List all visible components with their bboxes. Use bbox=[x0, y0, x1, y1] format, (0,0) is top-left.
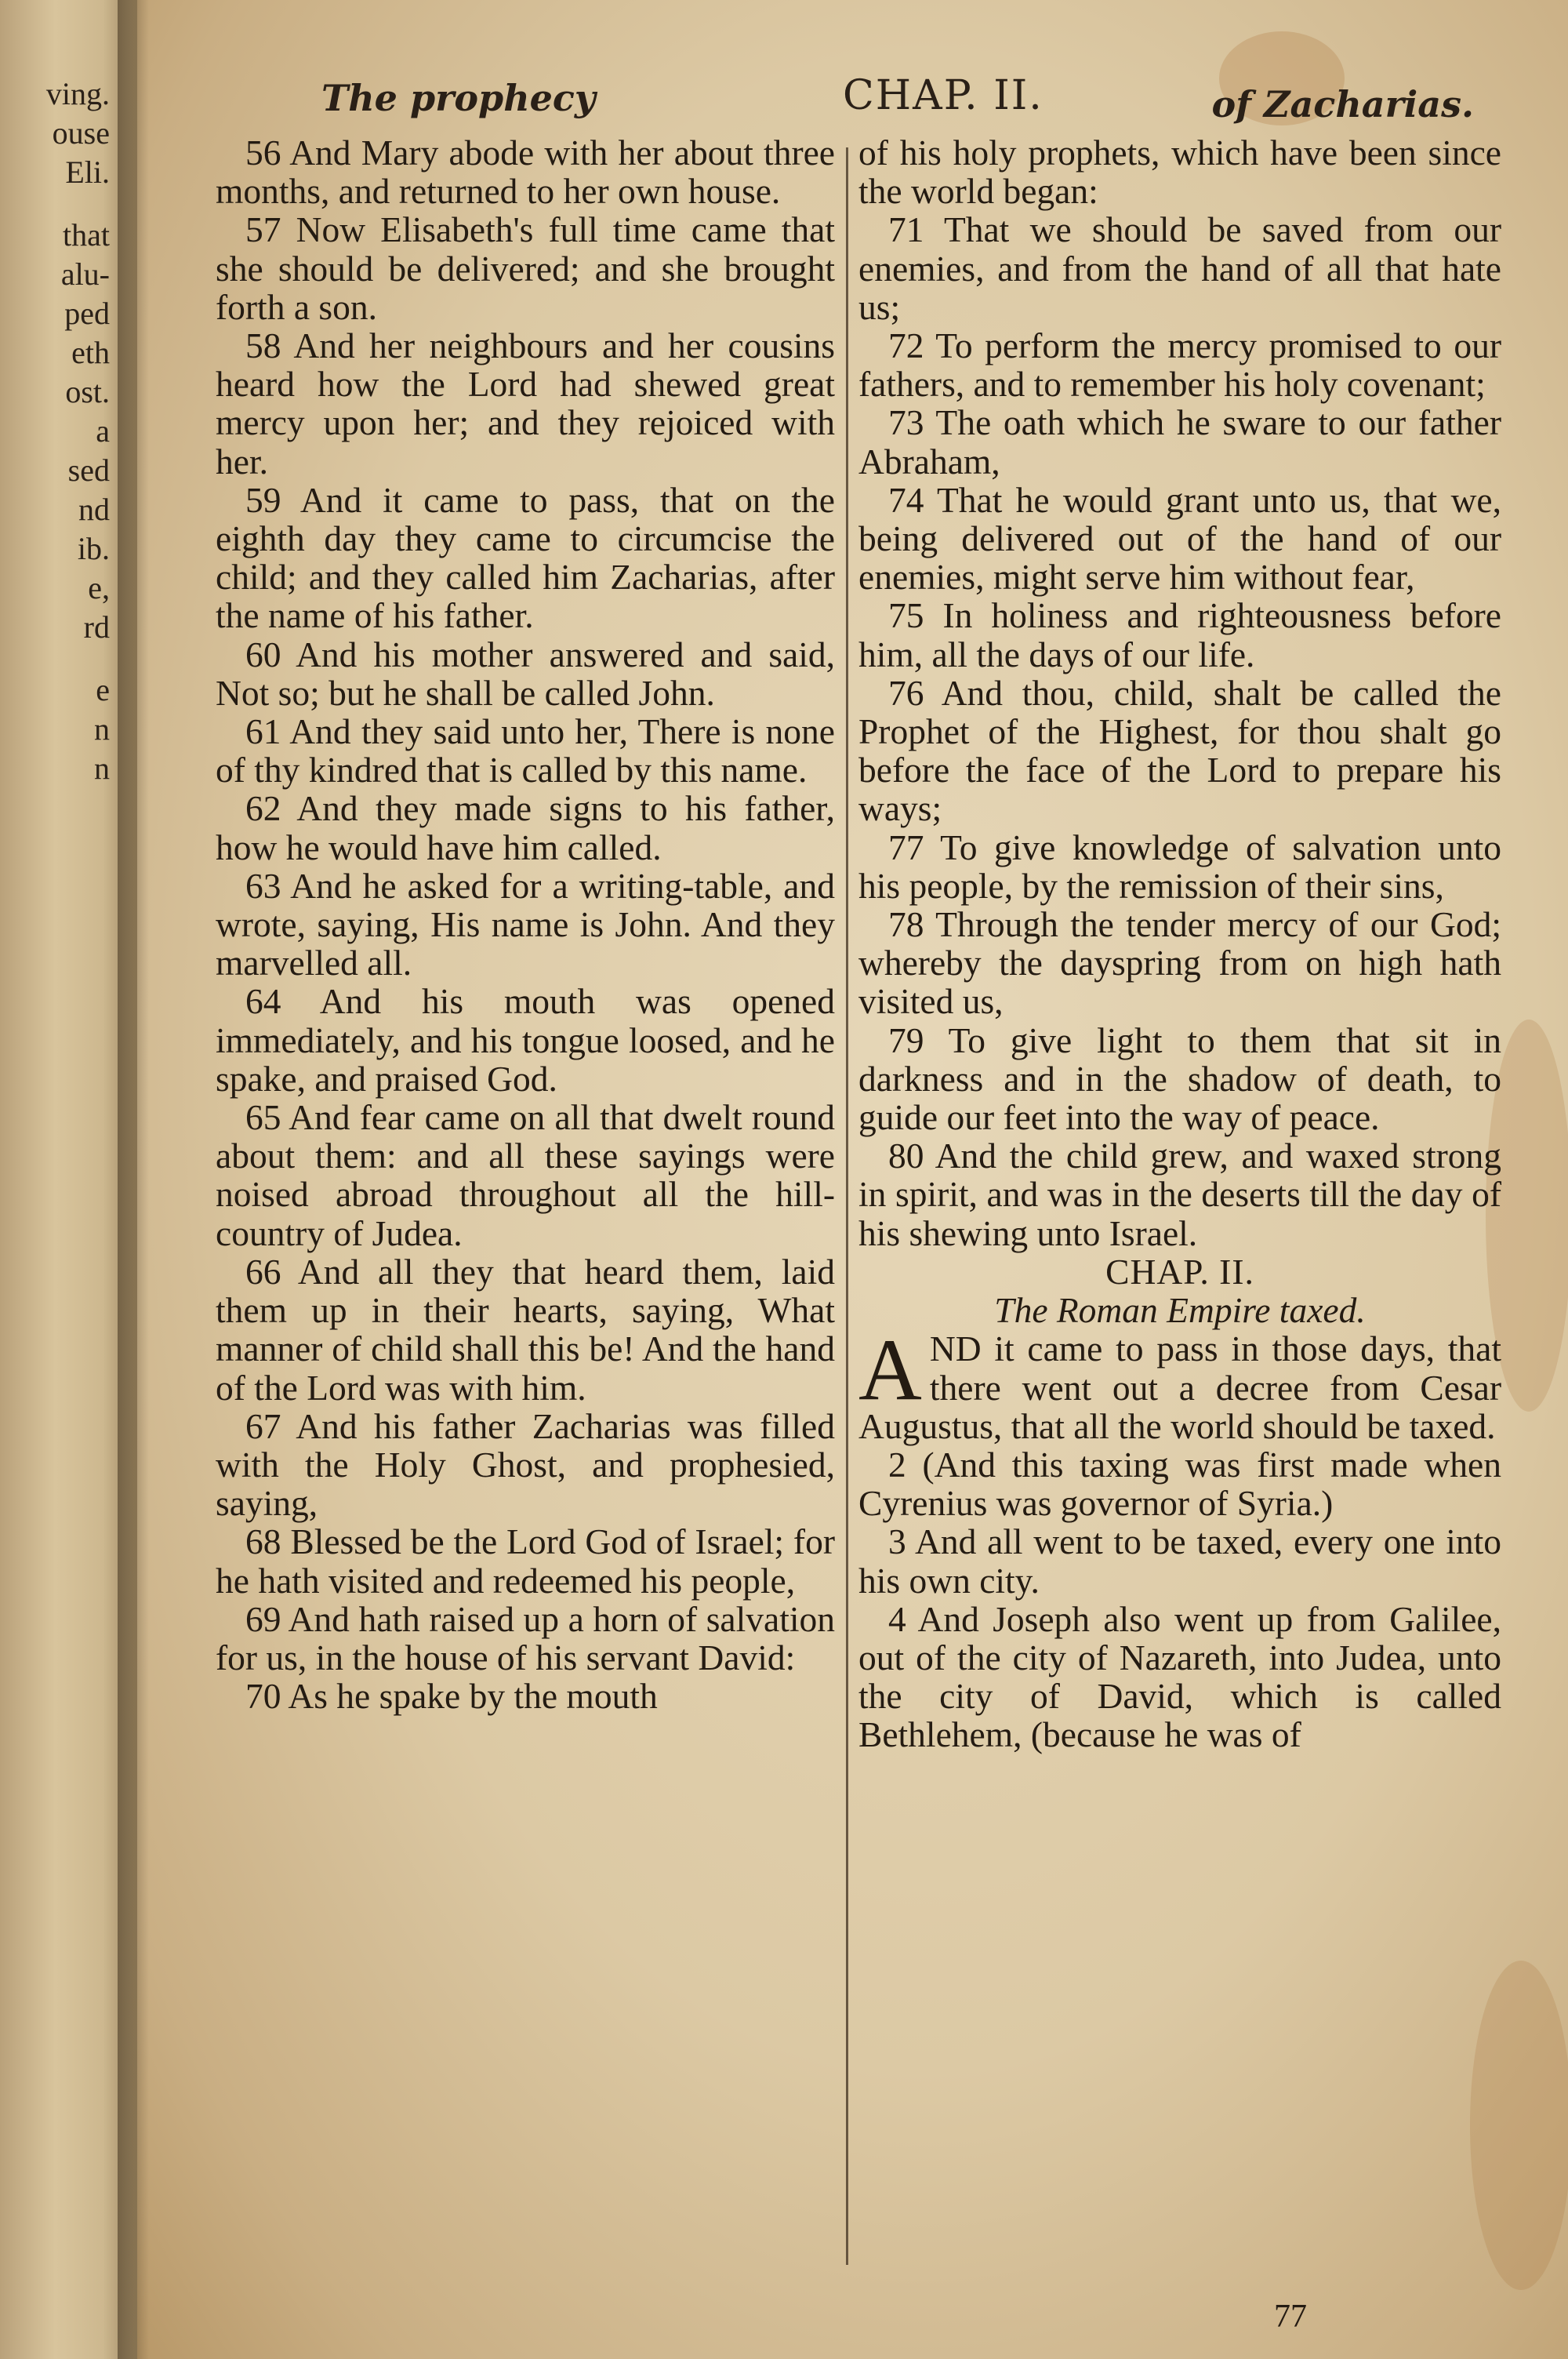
text-column-right bbox=[858, 133, 1501, 1754]
verse-67: 67 And his father Zacharias was filled with the Holy Ghost, and prophesied, saying, bbox=[216, 1405, 835, 1524]
fragment-line: alu- bbox=[60, 256, 110, 292]
chapter-2-verse-2: 2 (And this taxing was first made when Cyrenius was governor of Syria.) bbox=[858, 1444, 1501, 1524]
gutter-shadow bbox=[118, 0, 149, 2359]
verse-59: 59 And it came to pass, that on the eighth day they came to circumcise the child; and they called him Zacharias, after the name of his father. bbox=[216, 479, 835, 636]
verse-71: 71 That we should be saved from our enemies, and from the hand of all that hate us; bbox=[858, 209, 1501, 327]
verse-58: 58 And her neighbours and her cousins heard how the Lord had shewed great mercy upon her; and they rejoiced with her. bbox=[216, 325, 835, 482]
fragment-line: that bbox=[63, 217, 110, 253]
age-stain bbox=[1470, 1961, 1568, 2290]
fragment-line: rd bbox=[83, 609, 110, 645]
fragment-line: ouse bbox=[52, 115, 110, 151]
drop-cap: A bbox=[858, 1321, 922, 1419]
verse-1-text: ND it came to pass in those days, that there went out a decree from Cesar Augustus, that all the world should be taxed. bbox=[858, 1329, 1501, 1446]
fragment-line: ped bbox=[64, 296, 110, 331]
chapter-2-verse-1 bbox=[858, 1321, 1501, 1446]
verse-75: 75 In holiness and righteousness before him, all the days of our life. bbox=[858, 595, 1501, 674]
fragment-gap bbox=[0, 192, 110, 216]
fragment-line: sed bbox=[67, 453, 110, 488]
running-head-left: The prophecy bbox=[321, 77, 596, 119]
verse-61: 61 And they said unto her, There is none of thy kindred that is called by this name. bbox=[216, 711, 835, 791]
verse-78: 78 Through the tender mercy of our God; whereby the dayspring from on high hath visited us, bbox=[858, 904, 1501, 1022]
verse-73: 73 The oath which he sware to our father Abraham, bbox=[858, 402, 1501, 482]
fragment-line: ving. bbox=[45, 76, 110, 111]
chapter-2-verse-4: 4 And Joseph also went up from Galilee, out of the city of Nazareth, into Judea, unto the city of David, which is called Bethlehem, (because he was of bbox=[858, 1598, 1501, 1755]
verse-79: 79 To give light to them that sit in darkness and in the shadow of death, to guide our feet into the way of peace. bbox=[858, 1020, 1501, 1138]
chapter-2-summary: The Roman Empire taxed. bbox=[994, 1290, 1366, 1331]
fragment-line: ib. bbox=[77, 531, 110, 566]
verse-74: 74 That he would grant unto us, that we, being delivered out of the hand of our enemies, might serve him without fear, bbox=[858, 479, 1501, 598]
verse-70-continued: of his holy prophets, which have been since the world began: bbox=[858, 133, 1501, 212]
fragment-line: e bbox=[96, 672, 110, 707]
verse-70: 70 As he spake by the mouth bbox=[245, 1676, 658, 1717]
verse-72: 72 To perform the mercy promised to our fathers, and to remember his holy covenant; bbox=[858, 325, 1501, 405]
verse-69: 69 And hath raised up a horn of salvation for us, in the house of his servant David: bbox=[216, 1598, 835, 1677]
page-header bbox=[231, 72, 1521, 127]
fragment-line: ost. bbox=[65, 374, 110, 409]
chapter-2-heading: CHAP. II. bbox=[1105, 1251, 1254, 1292]
fragment-line: n bbox=[94, 711, 110, 747]
facing-page-text-fragments bbox=[0, 75, 110, 788]
bible-page bbox=[137, 0, 1568, 2359]
column-divider bbox=[846, 147, 848, 2265]
verse-57: 57 Now Elisabeth's full time came that she should be delivered; and she brought forth a son. bbox=[216, 209, 835, 327]
facing-page-edge bbox=[0, 0, 137, 2359]
verse-80: 80 And the child grew, and waxed strong in spirit, and was in the deserts till the day of his shewing unto Israel. bbox=[858, 1136, 1501, 1253]
fragment-line: eth bbox=[71, 335, 110, 370]
verse-56: 56 And Mary abode with her about three months, and returned to her own house. bbox=[216, 133, 835, 212]
fragment-gap bbox=[0, 647, 110, 671]
verse-68: 68 Blessed be the Lord God of Israel; for he hath visited and redeemed his people, bbox=[216, 1521, 835, 1601]
running-head-right: of Zacharias. bbox=[1211, 83, 1474, 125]
fragment-line: nd bbox=[78, 492, 110, 527]
verse-64: 64 And his mouth was opened immediately, and his tongue loosed, and he spake, and praised God. bbox=[216, 981, 835, 1099]
fragment-line: e, bbox=[88, 570, 110, 605]
fragment-line: a bbox=[96, 413, 110, 449]
verse-66: 66 And all they that heard them, laid them up in their hearts, saying, What manner of child shall this be! And the hand of the Lord was with him. bbox=[216, 1251, 835, 1408]
chapter-title: CHAP. II. bbox=[843, 72, 1044, 119]
verse-60: 60 And his mother answered and said, Not so; but he shall be called John. bbox=[216, 634, 835, 713]
verse-77: 77 To give knowledge of salvation unto his people, by the remission of their sins, bbox=[858, 827, 1501, 906]
fragment-line: n bbox=[94, 751, 110, 786]
fragment-line: Eli. bbox=[65, 154, 110, 190]
verse-65: 65 And fear came on all that dwelt round about them: and all these sayings were noised abroad throughout all the hill-country of Judea. bbox=[216, 1097, 835, 1253]
text-column-left bbox=[216, 133, 835, 1715]
verse-76: 76 And thou, child, shalt be called the Prophet of the Highest, for thou shalt go before the face of the Lord to prepare his ways; bbox=[858, 672, 1501, 829]
chapter-2-verse-3: 3 And all went to be taxed, every one into his own city. bbox=[858, 1521, 1501, 1601]
page-number: 77 bbox=[1274, 2299, 1307, 2335]
verse-63: 63 And he asked for a writing-table, and wrote, saying, His name is John. And they marvelled all. bbox=[216, 865, 835, 983]
verse-62: 62 And they made signs to his father, how he would have him called. bbox=[216, 788, 835, 867]
